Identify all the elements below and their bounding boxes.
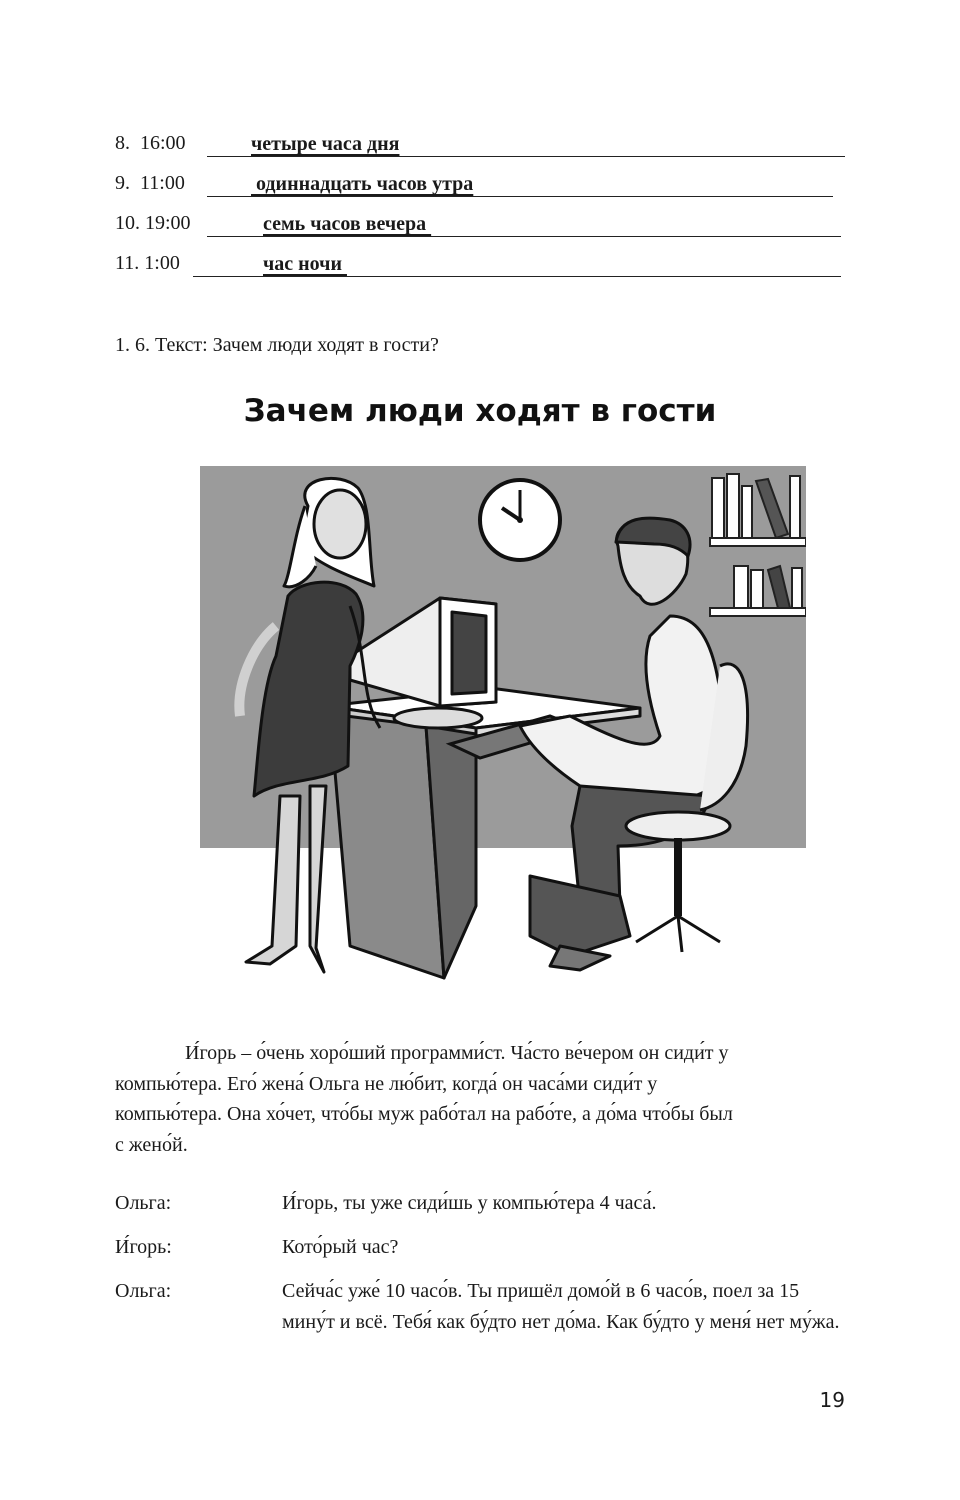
answers-list bbox=[115, 132, 845, 292]
dialog-text: И́горь, ты уже сиди́шь у компью́тера 4 часа́. bbox=[282, 1192, 657, 1214]
answer-row bbox=[115, 132, 845, 172]
answer-row bbox=[115, 212, 845, 252]
row-number: 10. 19:00 bbox=[115, 212, 191, 234]
task-label: 1. 6. Текст: Зачем люди ходят в гости? bbox=[115, 334, 439, 356]
dialog-text: Кото́рый час? bbox=[282, 1236, 399, 1258]
dialog-line bbox=[115, 1232, 846, 1263]
paragraph-line: компью́тера. Его́ жена́ Ольга не лю́бит, когда́ он часа́ми сиди́т у bbox=[115, 1072, 658, 1095]
row-number: 9. 11:00 bbox=[115, 172, 185, 194]
answer-text: одиннадцать часов утра bbox=[251, 173, 474, 195]
clock-icon bbox=[480, 480, 560, 560]
office-computer-illustration-icon bbox=[200, 466, 806, 982]
answer-text: семь часов вечера bbox=[263, 213, 432, 235]
paragraph-line: компью́тера. Она хо́чет, что́бы муж рабо́тал на рабо́те, а до́ма что́бы был bbox=[115, 1103, 733, 1125]
row-number: 8. 16:00 bbox=[115, 132, 186, 154]
answer-row bbox=[115, 252, 845, 292]
answer-row bbox=[115, 172, 845, 212]
speaker: Ольга: bbox=[115, 1192, 172, 1214]
answer-line bbox=[193, 276, 841, 277]
dialog bbox=[115, 1188, 846, 1338]
speaker: И́горь: bbox=[115, 1236, 172, 1258]
dialog-line bbox=[115, 1276, 846, 1338]
answer-line bbox=[207, 196, 833, 197]
dialog-line bbox=[115, 1188, 846, 1219]
answer-line bbox=[207, 236, 841, 237]
intro-paragraph bbox=[115, 1038, 846, 1160]
paragraph-line: с жено́й. bbox=[115, 1133, 188, 1156]
answer-text: час ночи bbox=[263, 253, 347, 275]
page-number: 19 bbox=[819, 1388, 845, 1412]
paragraph-line: И́горь – о́чень хоро́ший программи́ст. Ча́сто ве́чером он сиди́т у bbox=[185, 1042, 729, 1064]
row-number: 11. 1:00 bbox=[115, 252, 180, 274]
speaker: Ольга: bbox=[115, 1280, 172, 1302]
answer-line bbox=[207, 156, 845, 157]
page-title: Зачем люди ходят в гости bbox=[243, 393, 717, 429]
answer-text: четыре часа дня bbox=[251, 133, 400, 155]
dialog-text: Сейча́с уже́ 10 часо́в. Ты пришёл домо́й в 6 часо́в, поел за 15 мину́т и всё. Тебя́ как бу́дто нет до́ма. Как бу́дто у меня́ нет му́жа. bbox=[282, 1280, 840, 1333]
